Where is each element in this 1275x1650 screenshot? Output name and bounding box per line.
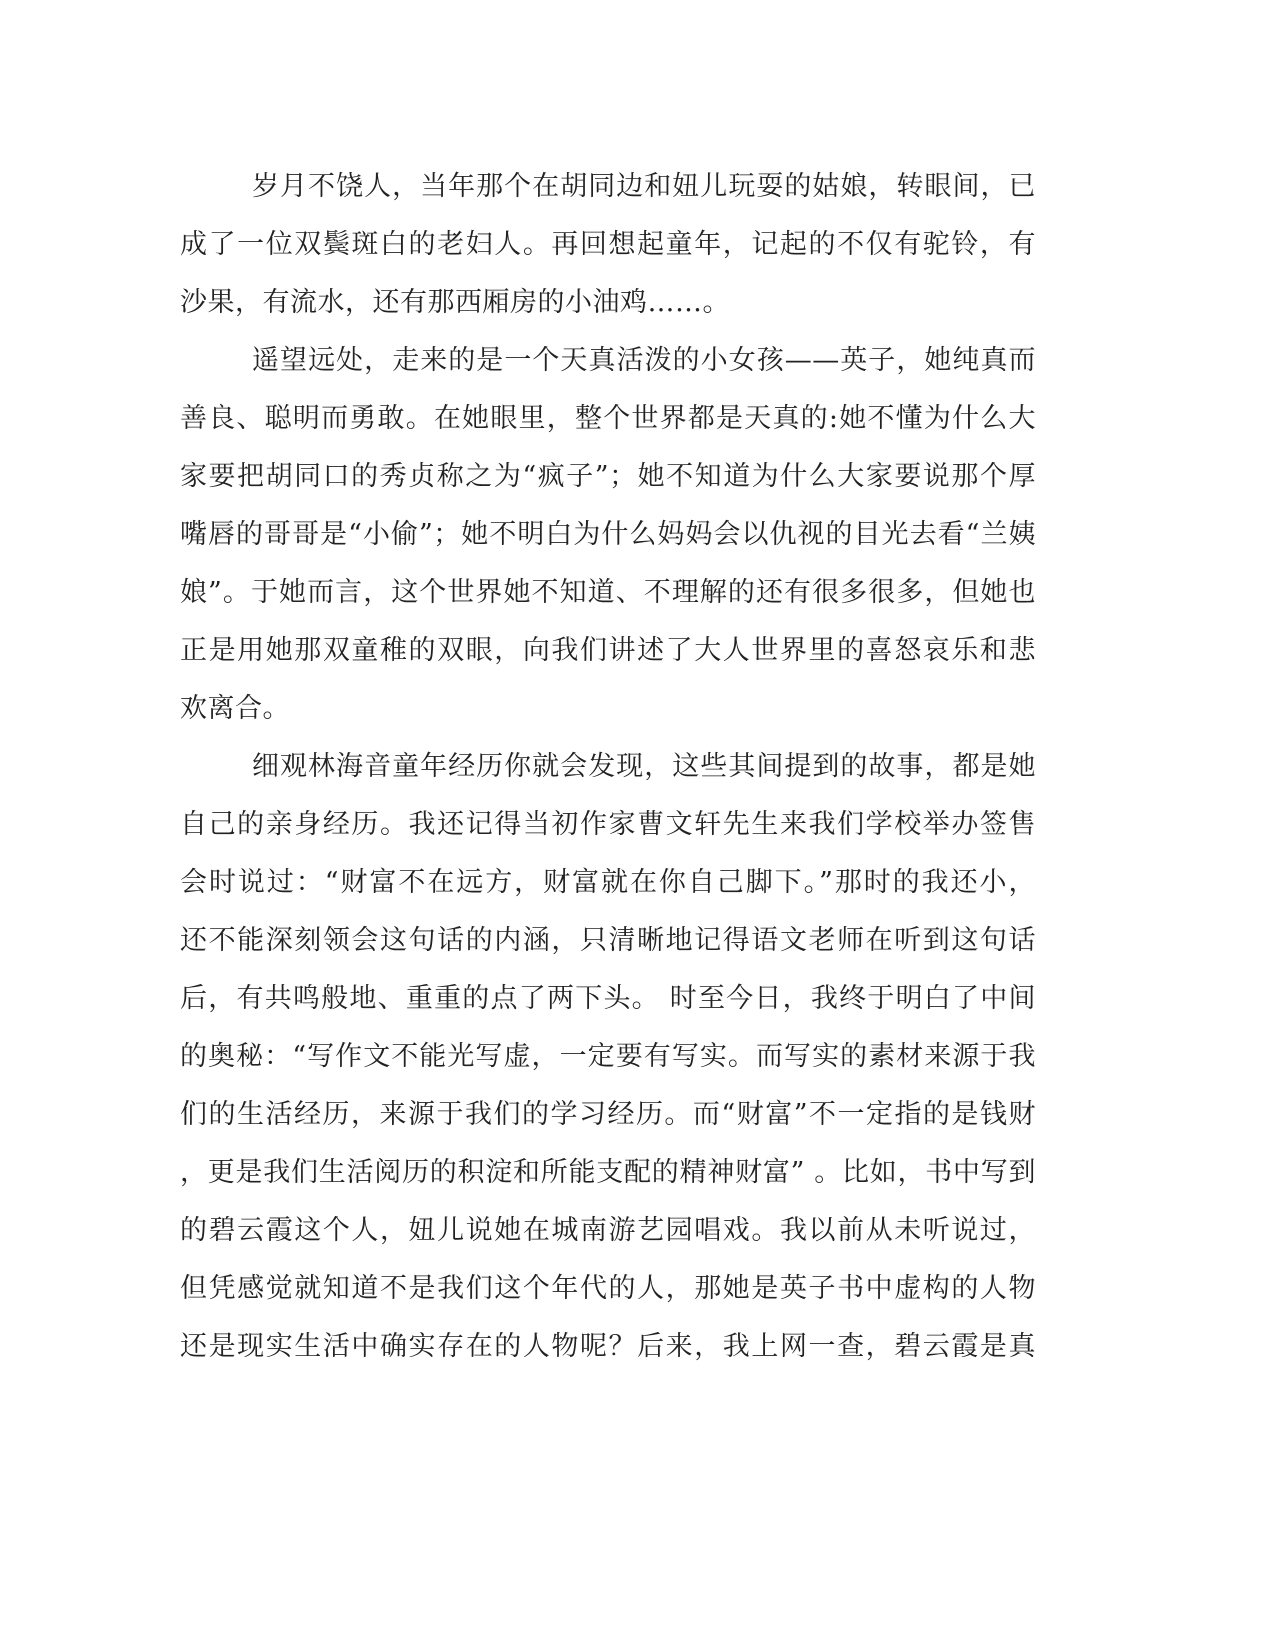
paragraph-3 — [180, 738, 1036, 1376]
document-body — [180, 158, 1036, 1376]
paragraph-line: 遥望远处，走来的是一个天真活泼的小女孩——英子，她纯真而 — [252, 345, 1036, 376]
paragraph-line: 还不能深刻领会这句话的内涵，只清晰地记得语文老师在听到这句话 — [180, 925, 1036, 956]
paragraph-line: 欢离合。 — [180, 693, 290, 724]
paragraph-line: 成了一位双鬓斑白的老妇人。再回想起童年，记起的不仅有驼铃，有 — [180, 229, 1036, 260]
paragraph-line: 沙果，有流水，还有那西厢房的小油鸡……。 — [180, 287, 730, 318]
paragraph-line: 的碧云霞这个人，妞儿说她在城南游艺园唱戏。我以前从未听说过， — [180, 1215, 1036, 1246]
paragraph-line: 家要把胡同口的秀贞称之为“疯子”；她不知道为什么大家要说那个厚 — [180, 461, 1036, 492]
paragraph-line: 会时说过：“财富不在远方，财富就在你自己脚下。”那时的我还小， — [180, 867, 1036, 898]
paragraph-1 — [180, 158, 1036, 332]
paragraph-line: 娘”。于她而言，这个世界她不知道、不理解的还有很多很多，但她也 — [180, 577, 1036, 608]
paragraph-line: 善良、聪明而勇敢。在她眼里，整个世界都是天真的:她不懂为什么大 — [180, 403, 1036, 434]
paragraph-line: 自己的亲身经历。我还记得当初作家曹文轩先生来我们学校举办签售 — [180, 809, 1036, 840]
paragraph-line: 们的生活经历，来源于我们的学习经历。而“财富”不一定指的是钱财 — [180, 1099, 1036, 1130]
paragraph-line: 岁月不饶人，当年那个在胡同边和妞儿玩耍的姑娘，转眼间，已 — [252, 171, 1036, 202]
paragraph-line: 的奥秘：“写作文不能光写虚，一定要有写实。而写实的素材来源于我 — [180, 1041, 1036, 1072]
paragraph-line: 细观林海音童年经历你就会发现，这些其间提到的故事，都是她 — [252, 751, 1036, 782]
paragraph-2 — [180, 332, 1036, 738]
paragraph-line: 正是用她那双童稚的双眼，向我们讲述了大人世界里的喜怒哀乐和悲 — [180, 635, 1036, 666]
paragraph-line: ，更是我们生活阅历的积淀和所能支配的精神财富” 。比如，书中写到 — [180, 1157, 1036, 1188]
paragraph-line: 但凭感觉就知道不是我们这个年代的人，那她是英子书中虚构的人物 — [180, 1273, 1036, 1304]
paragraph-line: 后，有共鸣般地、重重的点了两下头。 时至今日，我终于明白了中间 — [180, 983, 1036, 1014]
paragraph-line: 嘴唇的哥哥是“小偷”；她不明白为什么妈妈会以仇视的目光去看“兰姨 — [180, 519, 1036, 550]
paragraph-line: 还是现实生活中确实存在的人物呢？后来，我上网一查，碧云霞是真 — [180, 1331, 1036, 1362]
